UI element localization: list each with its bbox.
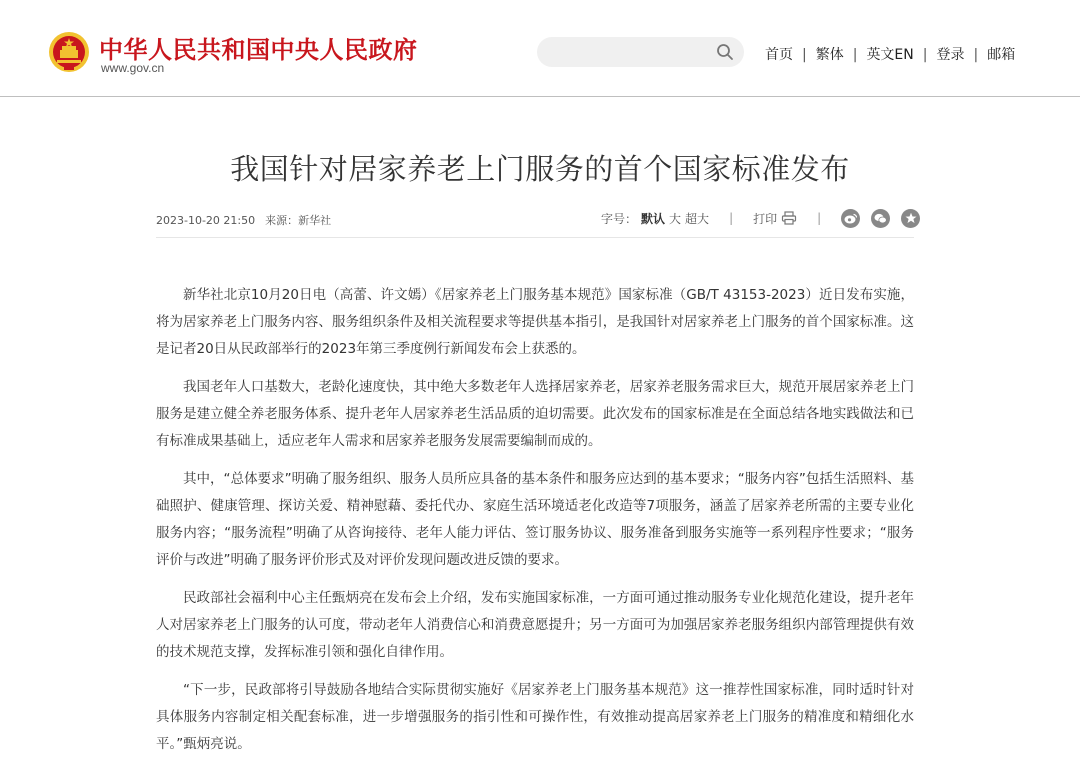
tools-separator: | xyxy=(817,211,822,225)
site-header xyxy=(0,0,1080,97)
nav-separator: | xyxy=(802,47,807,63)
nav-separator: | xyxy=(922,47,928,63)
font-size-label: 字号： xyxy=(601,211,638,226)
national-emblem-icon[interactable] xyxy=(48,31,90,73)
paragraph: “下一步，民政部将引导鼓励各地结合实际贯彻实施好《居家养老上门服务基本规范》这一推荐性国家标准，同时适时针对具体服务内容制定相关配套标准，进一步增强服务的指引性和可操作性，有效推动提高居家养老上门服务的精准度和精细化水平。”甄炳亮说。 xyxy=(156,682,914,752)
nav-mail-link[interactable]: 邮箱 xyxy=(987,47,1016,63)
site-title[interactable]: 中华人民共和国中央人民政府 xyxy=(99,36,418,64)
paragraph: 民政部社会福利中心主任甄炳亮在发布会上介绍，发布实施国家标准，一方面可通过推动服务专业化规范化建设，提升老年人对居家养老上门服务的认可度，带动老年人消费信心和消费意愿提升；另一方面可为加强居家养老服务组织内部管理提供有效的技术规范支撑，发挥标准引领和强化自律作用。 xyxy=(156,590,914,660)
weibo-icon[interactable] xyxy=(841,209,860,228)
site-url[interactable]: www.gov.cn xyxy=(101,61,165,75)
search-icon[interactable] xyxy=(716,43,734,61)
nav-home-link[interactable]: 首页 xyxy=(765,47,793,63)
search-input[interactable] xyxy=(537,37,744,67)
printer-icon xyxy=(781,211,797,225)
article-title: 我国针对居家养老上门服务的首个国家标准发布 xyxy=(230,152,850,186)
qzone-icon[interactable] xyxy=(901,209,920,228)
nav-english-link[interactable]: 英文EN xyxy=(866,47,914,63)
source-label: 来源： xyxy=(265,214,299,227)
nav-traditional-link[interactable]: 繁体 xyxy=(815,47,844,63)
font-size-large[interactable]: 大 xyxy=(669,211,682,226)
article-body xyxy=(156,282,914,769)
meta-divider xyxy=(156,237,914,238)
tools-separator: | xyxy=(729,211,734,225)
publish-date: 2023-10-20 21:50 xyxy=(156,214,256,227)
article-meta xyxy=(156,212,341,228)
nav-separator: | xyxy=(852,47,858,63)
print-button[interactable] xyxy=(753,210,797,227)
print-label: 打印 xyxy=(753,211,778,226)
nav-login-link[interactable]: 登录 xyxy=(936,47,965,63)
article-tools xyxy=(601,208,920,228)
top-nav xyxy=(765,44,1015,64)
nav-separator: | xyxy=(973,47,979,63)
wechat-icon[interactable] xyxy=(871,209,890,228)
font-size-default[interactable]: 默认 xyxy=(641,211,666,226)
paragraph: 我国老年人口基数大，老龄化速度快，其中绝大多数老年人选择居家养老，居家养老服务需求巨大，规范开展居家养老上门服务是建立健全养老服务体系、提升老年人居家养老生活品质的迫切需要。此次发布的国家标准是在全面总结各地实践做法和已有标准成果基础上，适应老年人需求和居家养老服务发展需要编制而成的。 xyxy=(156,379,914,449)
paragraph: 新华社北京10月20日电（高蕾、许文嫣）《居家养老上门服务基本规范》国家标准（GB/T 43153-2023）近日发布实施，将为居家养老上门服务内容、服务组织条件及相关流程要求等提供基本指引，是我国针对居家养老上门服务的首个国家标准。这是记者20日从民政部举行的2023年第三季度例行新闻发布会上获悉的。 xyxy=(156,287,914,357)
paragraph: 其中，“总体要求”明确了服务组织、服务人员所应具备的基本条件和服务应达到的基本要求；“服务内容”包括生活照料、基础照护、健康管理、探访关爱、精神慰藉、委托代办、家庭生活环境适老化改造等7项服务，涵盖了居家养老所需的主要专业化服务内容；“服务流程”明确了从咨询接待、老年人能力评估、签订服务协议、服务准备到服务实施等一系列程序性要求；“服务评价与改进”明确了服务评价形式及对评价发现问题改进反馈的要求。 xyxy=(156,471,914,568)
source-name: 新华社 xyxy=(298,214,332,227)
font-size-xlarge[interactable]: 超大 xyxy=(685,211,710,226)
